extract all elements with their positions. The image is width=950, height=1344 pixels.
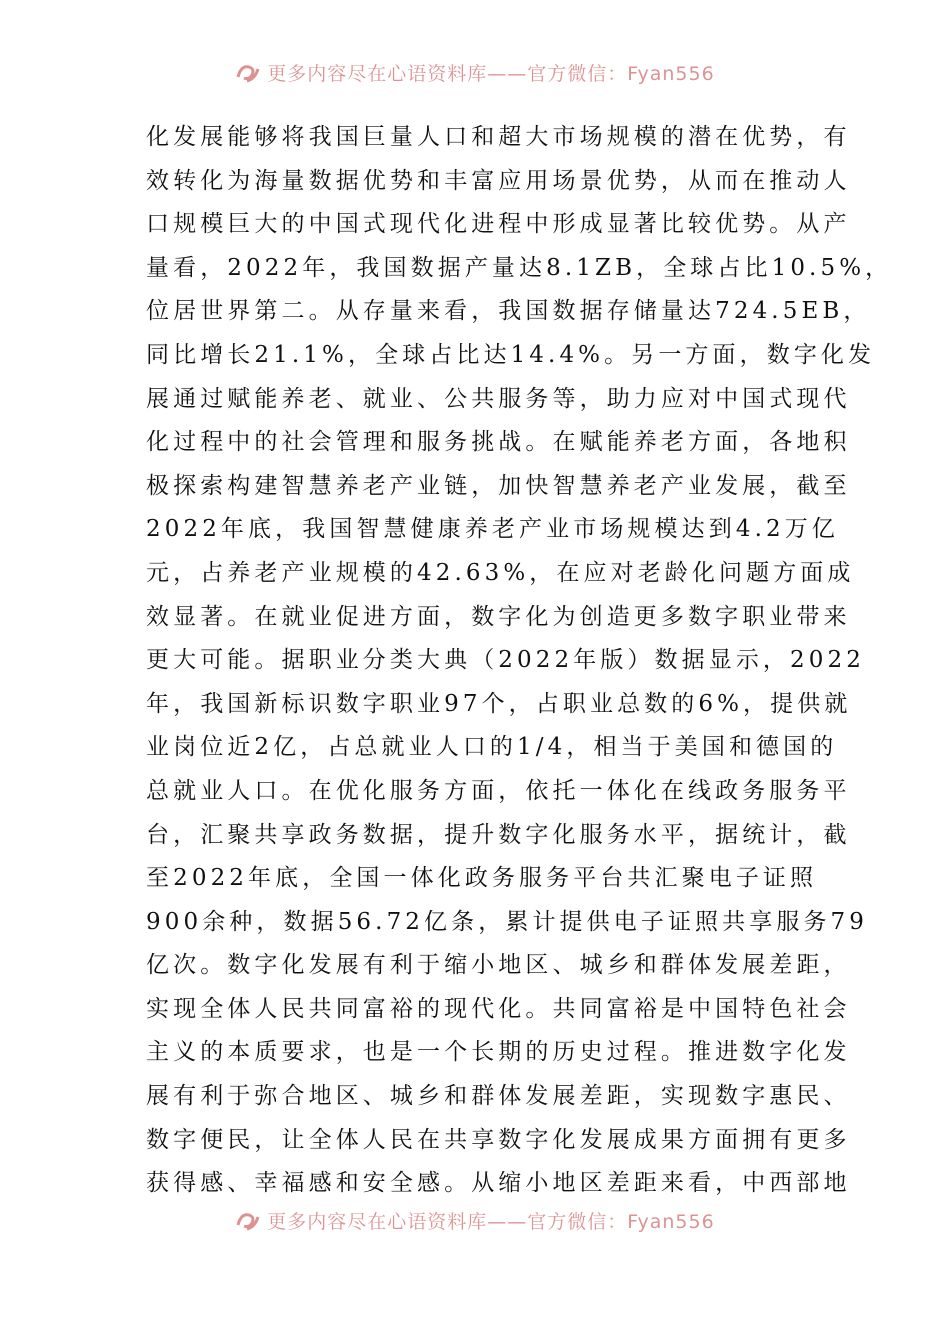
body-line: 台，汇聚共享政务数据，提升数字化服务水平，据统计，截 bbox=[146, 821, 851, 848]
body-line: 数字便民，让全体人民在共享数字化发展成果方面拥有更多 bbox=[146, 1126, 851, 1153]
watermark-logo-icon bbox=[235, 59, 261, 85]
body-line: 位居世界第二。从存量来看，我国数据存储量达724.5EB， bbox=[146, 298, 871, 325]
body-line: 同比增长21.1%，全球占比达14.4%。另一方面，数字化发 bbox=[146, 341, 876, 368]
body-line: 极探索构建智慧养老产业链，加快智慧养老产业发展，截至 bbox=[146, 472, 851, 499]
watermark-header bbox=[0, 52, 950, 92]
body-line: 口规模巨大的中国式现代化进程中形成显著比较优势。从产 bbox=[146, 211, 851, 238]
body-line: 实现全体人民共同富裕的现代化。共同富裕是中国特色社会 bbox=[146, 995, 851, 1022]
body-line: 化发展能够将我国巨量人口和超大市场规模的潜在优势，有 bbox=[146, 124, 851, 150]
watermark-footer bbox=[0, 1200, 950, 1240]
body-line: 量看，2022年，我国数据产量达8.1ZB，全球占比10.5%， bbox=[146, 254, 893, 281]
body-line: 至2022年底，全国一体化政务服务平台共汇聚电子证照 bbox=[146, 865, 818, 892]
body-line: 获得感、幸福感和安全感。从缩小地区差距来看，中西部地 bbox=[146, 1170, 851, 1197]
body-line: 业岗位近2亿，占总就业人口的1/4，相当于美国和德国的 bbox=[146, 734, 838, 761]
body-line: 效转化为海量数据优势和丰富应用场景优势，从而在推动人 bbox=[146, 167, 851, 194]
body-line: 900余种，数据56.72亿条，累计提供电子证照共享服务79 bbox=[146, 908, 869, 935]
body-line: 展有利于弥合地区、城乡和群体发展差距，实现数字惠民、 bbox=[146, 1083, 851, 1110]
watermark-logo-icon bbox=[235, 1207, 261, 1233]
body-line: 年，我国新标识数字职业97个，占职业总数的6%，提供就 bbox=[146, 690, 852, 717]
body-line: 展通过赋能养老、就业、公共服务等，助力应对中国式现代 bbox=[146, 385, 851, 412]
watermark-text: 更多内容尽在心语资料库——官方微信：Fyan556 bbox=[267, 1210, 715, 1233]
body-line: 2022年底，我国智慧健康养老产业市场规模达到4.2万亿 bbox=[146, 516, 839, 543]
body-line: 总就业人口。在优化服务方面，依托一体化在线政务服务平 bbox=[146, 777, 851, 804]
body-line: 更大可能。据职业分类大典（2022年版）数据显示，2022 bbox=[146, 647, 865, 674]
body-line: 化过程中的社会管理和服务挑战。在赋能养老方面，各地积 bbox=[146, 429, 851, 456]
body-line: 亿次。数字化发展有利于缩小地区、城乡和群体发展差距， bbox=[146, 952, 851, 979]
watermark-text: 更多内容尽在心语资料库——官方微信：Fyan556 bbox=[267, 62, 715, 85]
body-line: 元，占养老产业规模的42.63%，在应对老龄化问题方面成 bbox=[146, 559, 855, 586]
document-body bbox=[146, 116, 893, 1206]
body-line: 主义的本质要求，也是一个长期的历史过程。推进数字化发 bbox=[146, 1039, 851, 1066]
body-line: 效显著。在就业促进方面，数字化为创造更多数字职业带来 bbox=[146, 603, 851, 630]
